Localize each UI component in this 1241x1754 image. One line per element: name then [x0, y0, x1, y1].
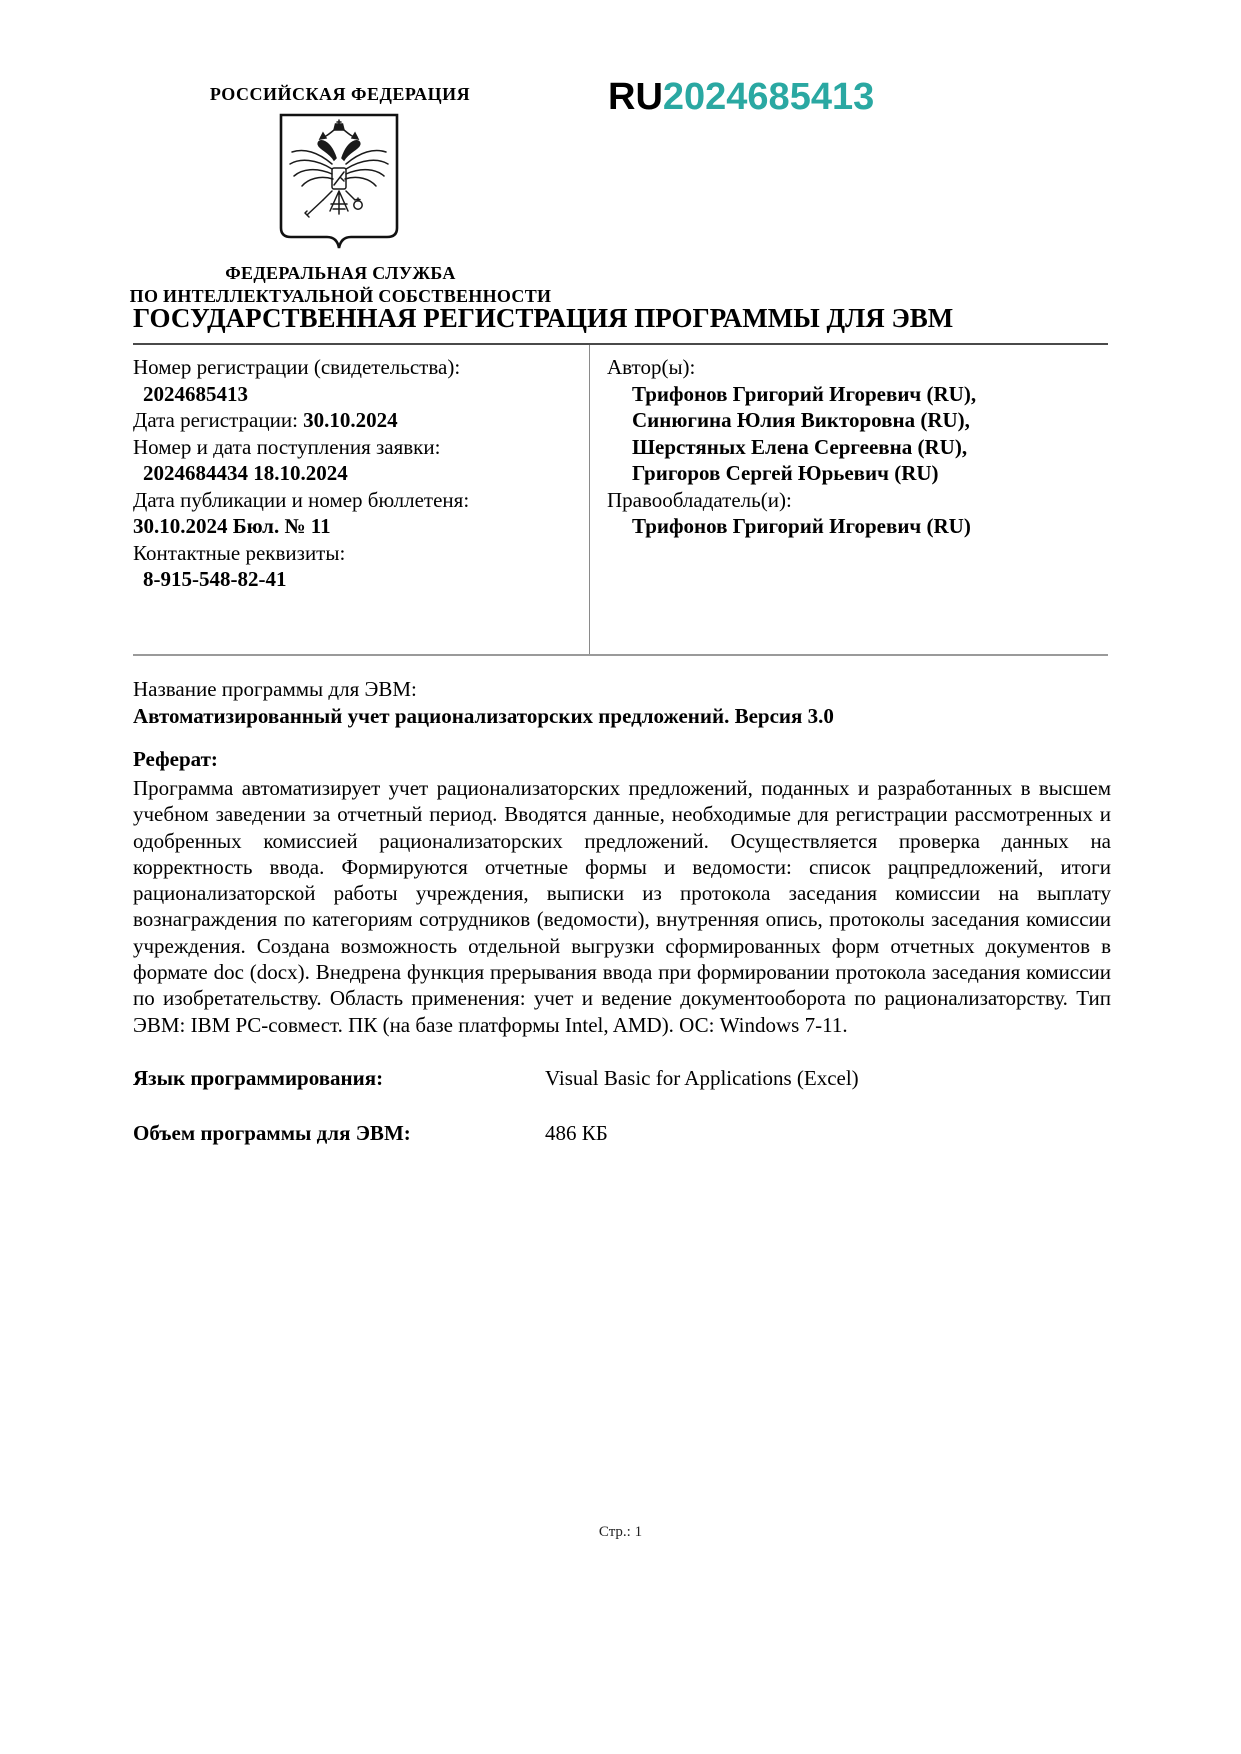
detail-value: 30.10.2024 Бюл. № 11	[133, 514, 331, 538]
detail-line	[133, 487, 589, 514]
detail-line	[133, 381, 589, 408]
size-label: Объем программы для ЭВМ:	[133, 1121, 411, 1145]
detail-value: 8-915-548-82-41	[143, 567, 287, 591]
detail-value: 30.10.2024	[303, 408, 398, 432]
document-title: ГОСУДАРСТВЕННАЯ РЕГИСТРАЦИЯ ПРОГРАММЫ ДЛЯ ЭВМ	[133, 303, 954, 333]
double-headed-eagle-icon	[278, 112, 400, 258]
program-name-label: Название программы для ЭВМ:	[133, 677, 417, 701]
detail-line	[607, 354, 1108, 381]
details-right-column	[590, 345, 1108, 654]
language-value: Visual Basic for Applications (Excel)	[545, 1066, 859, 1090]
country-title: РОССИЙСКАЯ ФЕДЕРАЦИЯ	[209, 84, 471, 104]
detail-line	[607, 460, 1108, 487]
size-value: 486 КБ	[545, 1121, 608, 1145]
page-number: Стр.: 1	[598, 1524, 643, 1540]
detail-line	[133, 354, 589, 381]
registration-details-table	[133, 345, 1108, 656]
detail-label: Контактные реквизиты:	[133, 540, 346, 565]
detail-value: 2024684434 18.10.2024	[143, 461, 348, 485]
detail-line	[607, 487, 1108, 514]
detail-line	[607, 407, 1108, 434]
detail-label: Автор(ы):	[607, 355, 696, 379]
detail-line	[133, 407, 589, 434]
registration-number-header	[608, 76, 874, 119]
details-left-column	[133, 345, 589, 654]
detail-value: Трифонов Григорий Игоревич (RU),	[632, 381, 977, 406]
abstract-label: Реферат:	[133, 747, 218, 771]
agency-line2: ПО ИНТЕЛЛЕКТУАЛЬНОЙ СОБСТВЕННОСТИ	[129, 286, 552, 306]
detail-line	[133, 460, 589, 487]
detail-label: Дата регистрации:	[133, 408, 304, 432]
coat-of-arms	[278, 112, 400, 258]
program-name-value: Автоматизированный учет рационализаторских предложений. Версия 3.0	[133, 704, 834, 728]
detail-line	[607, 434, 1108, 461]
detail-label: Дата публикации и номер бюллетеня:	[133, 487, 470, 512]
abstract-text: Программа автоматизирует учет рационализаторских предложений, поданных и разработанных в высшем учебном заведении за отчетный период. Вводятся данные, необходимые для регистрации рассмотренных и одобренных комиссией рационализаторских предложений. Осуществляется проверка данных на корректность ввода. Формируются отчетные формы и ведомости: список рацпредложений, итоги рационализаторской работы учреждения, выписки из протокола заседания комиссии на выплату вознаграждения по категориям сотрудников (ведомости), внутренняя опись, протоколы заседания комиссии учреждения. Создана возможность отдельной выгрузки сформированных форм отчетных документов в формате doc (docx). Внедрена функция прерывания ввода при формировании протокола заседания комиссии по изобретательству. Область применения: учет и ведение документооборота по рационализаторству. Тип ЭВМ: IBM PC-совмест. ПК (на базе платформы Intel, AMD). ОС: Windows 7-11.	[133, 776, 1111, 1037]
detail-value: Синюгина Юлия Викторовна (RU),	[632, 408, 970, 432]
program-name-block	[133, 676, 1123, 730]
detail-line	[133, 540, 589, 567]
detail-line	[133, 566, 589, 593]
language-label: Язык программирования:	[133, 1066, 384, 1090]
language-row	[133, 1066, 1123, 1091]
detail-label: Правообладатель(и):	[607, 487, 792, 512]
registration-country-code: RU	[608, 76, 663, 118]
detail-label: Номер и дата поступления заявки:	[133, 434, 441, 459]
agency-line1: ФЕДЕРАЛЬНАЯ СЛУЖБА	[225, 263, 456, 283]
detail-value: 2024685413	[143, 381, 248, 406]
detail-label: Номер регистрации (свидетельства):	[133, 355, 461, 379]
detail-line	[133, 434, 589, 461]
registration-number: 2024685413	[662, 76, 875, 118]
detail-value: Шерстяных Елена Сергеевна (RU),	[632, 434, 968, 459]
detail-value: Трифонов Григорий Игоревич (RU)	[632, 514, 971, 538]
size-row	[133, 1121, 1123, 1146]
detail-line	[607, 513, 1108, 540]
detail-line	[607, 381, 1108, 408]
detail-line	[133, 513, 589, 540]
detail-value: Григоров Сергей Юрьевич (RU)	[632, 461, 939, 485]
